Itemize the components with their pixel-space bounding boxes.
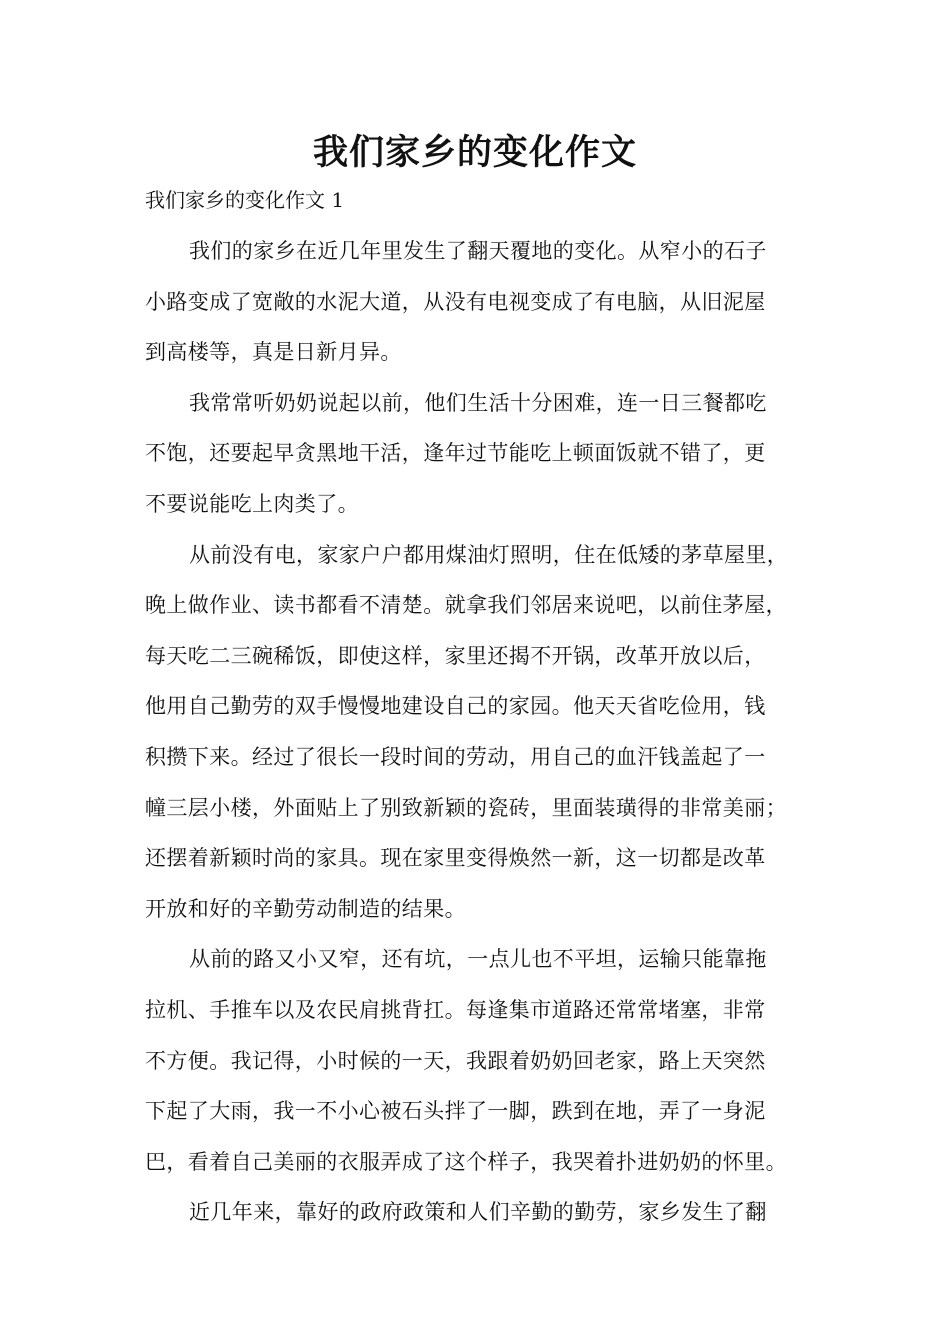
text-line: 从前没有电，家家户户都用煤油灯照明，住在低矮的茅草屋里， <box>189 542 789 567</box>
text-line: 每天吃二三碗稀饭，即使这样，家里还揭不开锅，改革开放以后， <box>145 643 766 668</box>
text-line: 近几年来，靠好的政府政策和人们辛勤的勤劳，家乡发生了翻 <box>189 1200 767 1225</box>
paragraph <box>145 1194 845 1245</box>
text-line: 巴，看着自己美丽的衣服弄成了这个样子，我哭着扑进奶奶的怀里。 <box>145 1149 787 1174</box>
text-line: 小路变成了宽敞的水泥大道，从没有电视变成了有电脑，从旧泥屋 <box>145 289 766 314</box>
text-line: 开放和好的辛勤劳动制造的结果。 <box>145 896 466 921</box>
text-line: 还摆着新颖时尚的家具。现在家里变得焕然一新，这一切都是改革 <box>145 846 766 871</box>
page-title: 我们家乡的变化作文 <box>312 133 637 173</box>
text-line: 晚上做作业、读书都看不清楚。就拿我们邻居来说吧，以前住茅屋， <box>145 593 787 618</box>
text-line: 不饱，还要起早贪黑地干活，逢年过节能吃上顿面饭就不错了，更 <box>145 441 766 466</box>
text-line: 不方便。我记得，小时候的一天，我跟着奶奶回老家，路上天突然 <box>145 1048 766 1073</box>
text-line: 到高楼等，真是日新月异。 <box>145 340 402 365</box>
text-line: 不要说能吃上肉类了。 <box>145 491 359 516</box>
text-line: 我常常听奶奶说起以前，他们生活十分困难，连一日三餐都吃 <box>189 390 767 415</box>
text-line: 下起了大雨，我一不小心被石头拌了一脚，跌到在地，弄了一身泥 <box>145 1099 766 1124</box>
text-line: 从前的路又小又窄，还有坑，一点儿也不平坦，运输只能靠拖 <box>189 947 767 972</box>
text-line: 我们的家乡在近几年里发生了翻天覆地的变化。从窄小的石子 <box>189 239 767 263</box>
text-line: 幢三层小楼，外面贴上了别致新颖的瓷砖，里面装璜得的非常美丽； <box>145 795 787 820</box>
essay-body <box>145 233 845 1245</box>
paragraph <box>145 537 845 942</box>
paragraph <box>145 385 845 537</box>
paragraph <box>145 233 845 385</box>
paragraph <box>145 941 845 1194</box>
text-line: 积攒下来。经过了很长一段时间的劳动，用自己的血汗钱盖起了一 <box>145 744 766 769</box>
essay-subtitle: 我们家乡的变化作文 1 <box>145 188 345 212</box>
text-line: 拉机、手推车以及农民肩挑背扛。每逢集市道路还常常堵塞，非常 <box>145 997 766 1022</box>
text-line: 他用自己勤劳的双手慢慢地建设自己的家园。他天天省吃俭用，钱 <box>145 694 766 719</box>
